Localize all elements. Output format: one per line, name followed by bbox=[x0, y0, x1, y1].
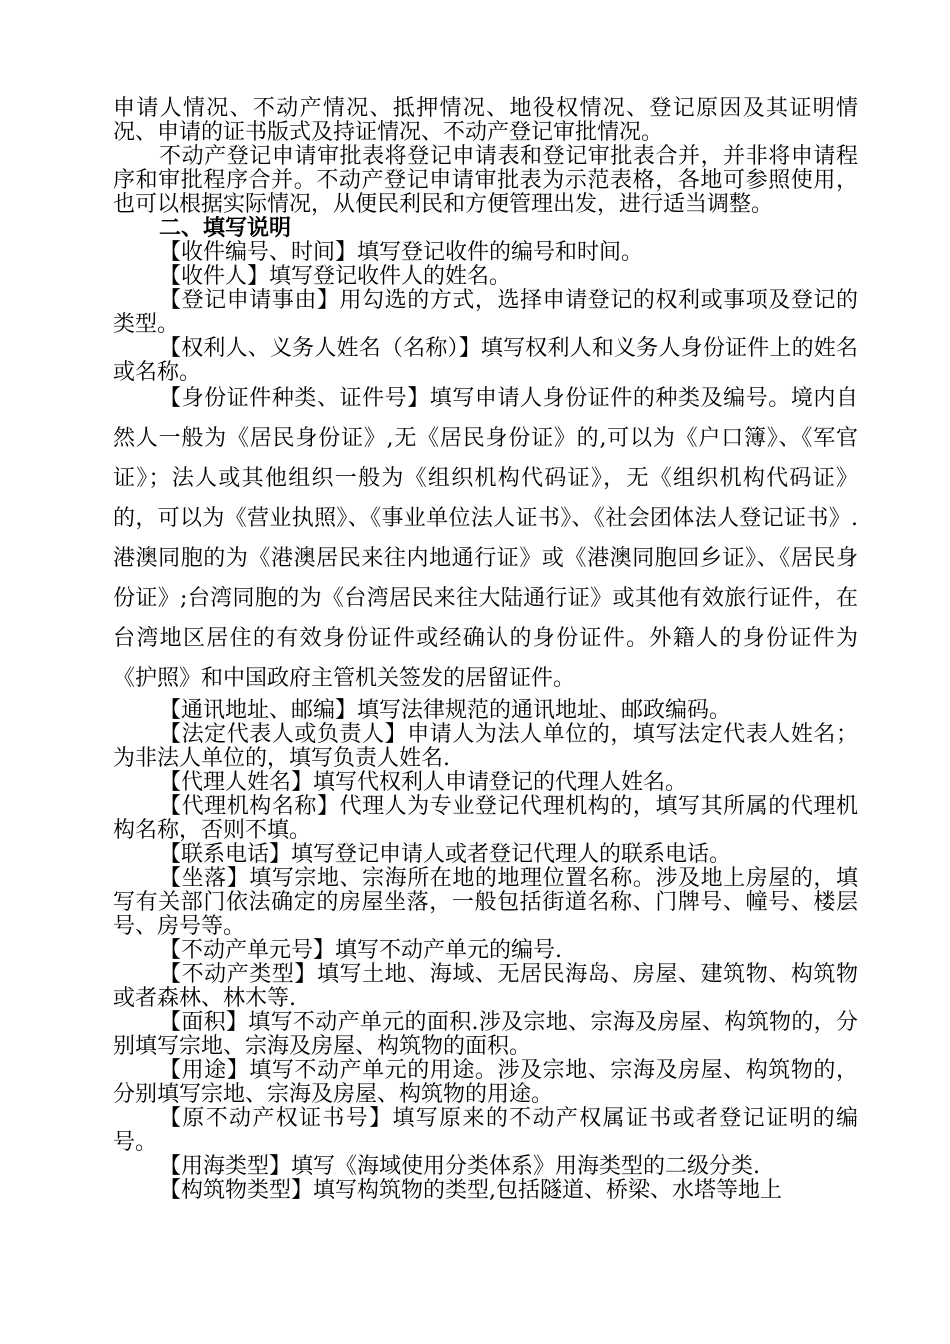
intro-continuation: 申请人情况、不动产情况、抵押情况、地役权情况、登记原因及其证明情况、申请的证书版式及持证情况、不动产登记审批情况。 bbox=[113, 96, 858, 145]
item-address: 【通讯地址、邮编】填写法律规范的通讯地址、邮政编码。 bbox=[159, 698, 732, 723]
item-legal-representative: 【法定代表人或负责人】申请人为法人单位的，填写法定代表人姓名；为非法人单位的，填写负责人姓名. bbox=[113, 722, 858, 771]
item-property-type: 【不动产类型】填写土地、海域、无居民海岛、房屋、建筑物、构筑物或者森林、林木等. bbox=[113, 962, 858, 1011]
item-location: 【坐落】填写宗地、宗海所在地的地理位置名称。涉及地上房屋的，填写有关部门依法确定的房屋坐落，一般包括街道名称、门牌号、幢号、楼层号、房号等。 bbox=[113, 866, 858, 939]
item-receiver: 【收件人】填写登记收件人的姓名。 bbox=[159, 264, 512, 289]
item-usage: 【用途】填写不动产单元的用途。涉及宗地、宗海及房屋、构筑物的，分别填写宗地、宗海及房屋、构筑物的用途。 bbox=[113, 1058, 858, 1107]
document-page bbox=[113, 97, 858, 1203]
item-structure-type: 【构筑物类型】填写构筑物的类型,包括隧道、桥梁、水塔等地上 bbox=[159, 1178, 782, 1203]
item-original-certificate: 【原不动产权证书号】填写原来的不动产权属证书或者登记证明的编号。 bbox=[113, 1106, 858, 1155]
item-id-document: 【身份证件种类、证件号】填写申请人身份证件的种类及编号。境内自然人一般为《居民身份证》,无《居民身份证》的,可以为《户口簿》、《军官证》；法人或其他组织一般为《组织机构代码证》，无《组织机构代码证》的，可以为《营业执照》、《事业单位法人证书》、《社会团体法人登记证书》.港澳同胞的为《港澳居民来往内地通行证》或《港澳同胞回乡证》、《居民身份证》;台湾同胞的为《台湾居民来往大陆通行证》或其他有效旅行证件，在台湾地区居住的有效身份证件或经确认的身份证件。外籍人的身份证件为《护照》和中国政府主管机关签发的居留证件。 bbox=[113, 386, 858, 691]
item-application-reason: 【登记申请事由】用勾选的方式，选择申请登记的权利或事项及登记的类型。 bbox=[113, 288, 858, 337]
item-area: 【面积】填写不动产单元的面积.涉及宗地、宗海及房屋、构筑物的，分别填写宗地、宗海及房屋、构筑物的面积。 bbox=[113, 1010, 858, 1059]
item-agency-name: 【代理机构名称】代理人为专业登记代理机构的，填写其所属的代理机构名称，否则不填。 bbox=[113, 794, 858, 843]
item-agent-name: 【代理人姓名】填写代权利人申请登记的代理人姓名。 bbox=[159, 770, 688, 795]
intro-paragraph: 不动产登记申请审批表将登记申请表和登记审批表合并，并非将申请程序和审批程序合并。不动产登记申请审批表为示范表格，各地可参照使用，也可以根据实际情况，从便民利民和方便管理出发，进行适当调整。 bbox=[113, 144, 858, 217]
item-unit-number: 【不动产单元号】填写不动产单元的编号. bbox=[159, 938, 562, 963]
item-receipt-number: 【收件编号、时间】填写登记收件的编号和时间。 bbox=[159, 240, 644, 265]
item-sea-use-type: 【用海类型】填写《海域使用分类体系》用海类型的二级分类. bbox=[159, 1154, 760, 1179]
section-heading: 二、填写说明 bbox=[159, 216, 292, 241]
item-obligee-name: 【权利人、义务人姓名（名称）】填写权利人和义务人身份证件上的姓名或名称。 bbox=[113, 336, 858, 385]
item-phone: 【联系电话】填写登记申请人或者登记代理人的联系电话。 bbox=[159, 842, 732, 867]
